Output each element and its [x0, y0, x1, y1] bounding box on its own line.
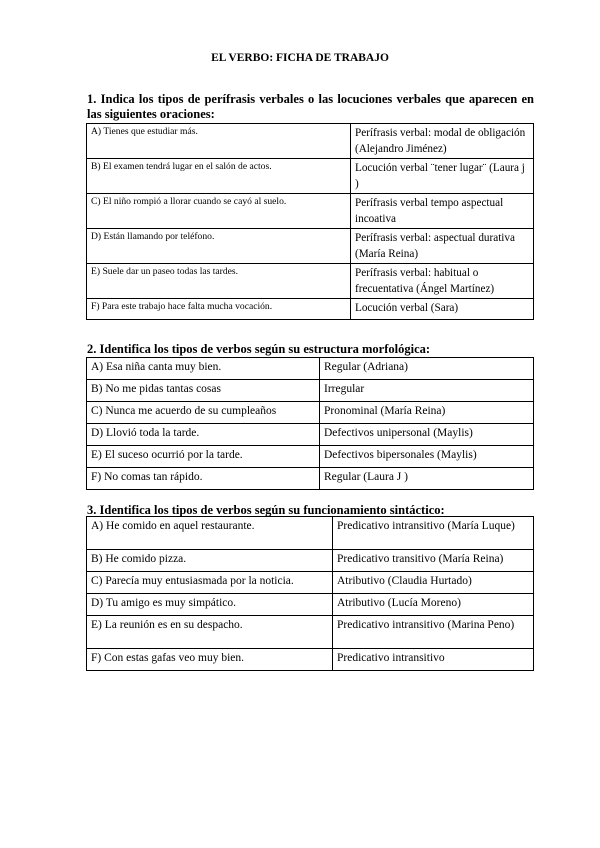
- table-row: [87, 594, 534, 616]
- table-row: [87, 299, 534, 320]
- table-row: [87, 550, 534, 572]
- section-1-table: [86, 123, 534, 320]
- sentence-cell: B) He comido pizza.: [87, 550, 333, 572]
- sentence-cell: D) Están llamando por teléfono.: [87, 229, 351, 264]
- table-row: [87, 616, 534, 649]
- answer-cell: Locución verbal (Sara): [351, 299, 534, 320]
- page-title: EL VERBO: FICHA DE TRABAJO: [211, 52, 389, 64]
- sentence-cell: C) Nunca me acuerdo de su cumpleaños: [87, 402, 320, 424]
- table-row: [87, 517, 534, 550]
- section-3-table: [86, 516, 534, 671]
- sentence-cell: A) Tienes que estudiar más.: [87, 124, 351, 159]
- sentence-cell: E) La reunión es en su despacho.: [87, 616, 333, 649]
- table-row: [87, 194, 534, 229]
- answer-cell: Regular (Laura J ): [320, 468, 534, 490]
- answer-cell: Predicativo intransitivo: [333, 649, 534, 671]
- table-row: [87, 124, 534, 159]
- sentence-cell: F) Para este trabajo hace falta mucha vocación.: [87, 299, 351, 320]
- table-row: [87, 424, 534, 446]
- sentence-cell: A) Esa niña canta muy bien.: [87, 358, 320, 380]
- sentence-cell: E) El suceso ocurrió por la tarde.: [87, 446, 320, 468]
- answer-cell: Defectivos unipersonal (Maylis): [320, 424, 534, 446]
- answer-cell: Perífrasis verbal: habitual o frecuentativa (Ángel Martínez): [351, 264, 534, 299]
- answer-cell: Atributivo (Claudia Hurtado): [333, 572, 534, 594]
- table-row: [87, 446, 534, 468]
- table-row: [87, 572, 534, 594]
- table-row: [87, 649, 534, 671]
- sentence-cell: B) No me pidas tantas cosas: [87, 380, 320, 402]
- sentence-cell: F) No comas tan rápido.: [87, 468, 320, 490]
- answer-cell: Atributivo (Lucía Moreno): [333, 594, 534, 616]
- sentence-cell: C) Parecía muy entusiasmada por la noticia.: [87, 572, 333, 594]
- answer-cell: Perífrasis verbal: modal de obligación (Alejandro Jiménez): [351, 124, 534, 159]
- section-2-table: [86, 357, 534, 490]
- sentence-cell: A) He comido en aquel restaurante.: [87, 517, 333, 550]
- sentence-cell: D) Llovió toda la tarde.: [87, 424, 320, 446]
- answer-cell: Predicativo intransitivo (Marina Peno): [333, 616, 534, 649]
- answer-cell: Predicativo transitivo (María Reina): [333, 550, 534, 572]
- table-row: [87, 358, 534, 380]
- answer-cell: Regular (Adriana): [320, 358, 534, 380]
- answer-cell: Predicativo intransitivo (María Luque): [333, 517, 534, 550]
- sentence-cell: E) Suele dar un paseo todas las tardes.: [87, 264, 351, 299]
- sentence-cell: B) El examen tendrá lugar en el salón de actos.: [87, 159, 351, 194]
- table-row: [87, 380, 534, 402]
- sentence-cell: F) Con estas gafas veo muy bien.: [87, 649, 333, 671]
- table-row: [87, 229, 534, 264]
- section-1-heading: 1. Indica los tipos de perífrasis verbales o las locuciones verbales que aparecen en las siguientes oraciones:: [87, 92, 534, 121]
- section-3-heading: 3. Identifica los tipos de verbos según su funcionamiento sintáctico:: [87, 503, 445, 517]
- table-row: [87, 468, 534, 490]
- sentence-cell: D) Tu amigo es muy simpático.: [87, 594, 333, 616]
- table-row: [87, 264, 534, 299]
- answer-cell: Defectivos bipersonales (Maylis): [320, 446, 534, 468]
- answer-cell: Perífrasis verbal: aspectual durativa (María Reina): [351, 229, 534, 264]
- answer-cell: Pronominal (María Reina): [320, 402, 534, 424]
- section-2-heading: 2. Identifica los tipos de verbos según su estructura morfológica:: [87, 342, 431, 356]
- sentence-cell: C) El niño rompió a llorar cuando se cayó al suelo.: [87, 194, 351, 229]
- answer-cell: Perífrasis verbal tempo aspectual incoativa: [351, 194, 534, 229]
- table-row: [87, 159, 534, 194]
- table-row: [87, 402, 534, 424]
- answer-cell: Locución verbal ¨tener lugar¨ (Laura j ): [351, 159, 534, 194]
- answer-cell: Irregular: [320, 380, 534, 402]
